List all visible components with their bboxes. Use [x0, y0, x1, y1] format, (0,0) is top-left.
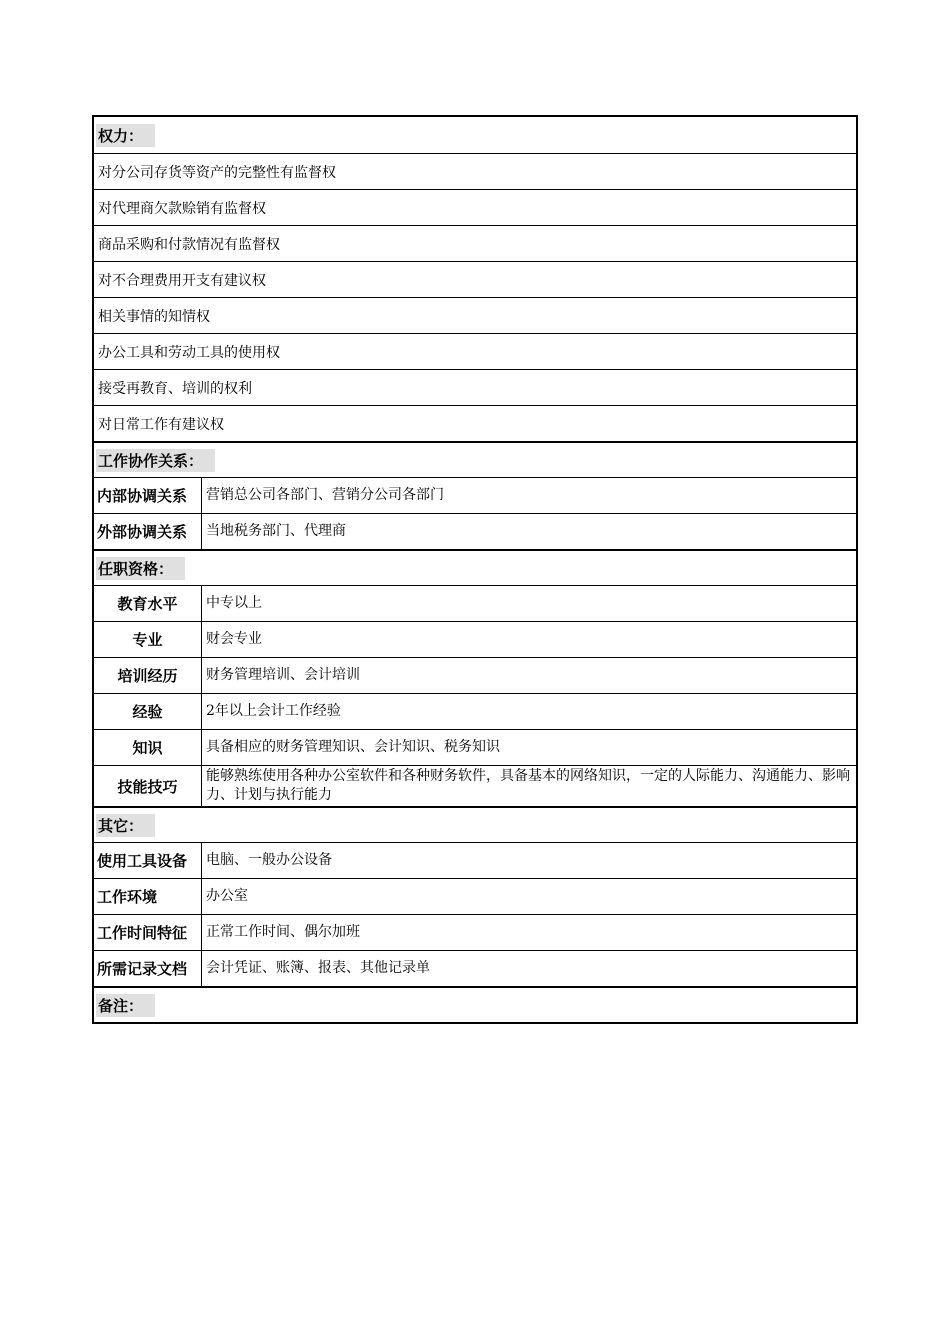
other-header: 其它： [96, 814, 155, 837]
relations-header: 工作协作关系： [96, 449, 215, 472]
other-value: 电脑、一般办公设备 [206, 852, 332, 868]
other-label: 所需记录文档 [94, 951, 202, 986]
authority-row [94, 405, 856, 441]
qualification-label: 培训经历 [94, 658, 202, 693]
other-label: 工作时间特征 [94, 915, 202, 950]
authority-item: 对日常工作有建议权 [98, 416, 224, 433]
other-row [94, 878, 856, 914]
other-value: 正常工作时间、偶尔加班 [206, 924, 360, 940]
relations-row [94, 477, 856, 513]
other-value: 办公室 [206, 888, 248, 904]
qualification-row [94, 585, 856, 621]
authority-item: 对不合理费用开支有建议权 [98, 272, 266, 289]
other-value: 会计凭证、账簿、报表、其他记录单 [206, 960, 430, 976]
other-label: 工作环境 [94, 879, 202, 914]
qualifications-header-row [94, 549, 856, 585]
other-row [94, 842, 856, 878]
qualification-row [94, 621, 856, 657]
authority-row [94, 369, 856, 405]
authority-row [94, 153, 856, 189]
qualification-row [94, 657, 856, 693]
relations-value: 当地税务部门、代理商 [206, 523, 346, 539]
job-description-table [92, 115, 858, 1024]
remarks-header-row [94, 986, 856, 1022]
authority-item: 相关事情的知情权 [98, 308, 210, 325]
other-row [94, 914, 856, 950]
qualification-row [94, 765, 856, 806]
other-header-row [94, 806, 856, 842]
relations-header-row [94, 441, 856, 477]
qualification-value: 2年以上会计工作经验 [206, 703, 341, 719]
qualification-label: 教育水平 [94, 586, 202, 621]
qualification-label: 专业 [94, 622, 202, 657]
authority-item: 办公工具和劳动工具的使用权 [98, 344, 280, 361]
relations-label: 内部协调关系 [94, 478, 202, 513]
authority-row [94, 333, 856, 369]
authority-item: 对分公司存货等资产的完整性有监督权 [98, 164, 336, 181]
authority-item: 商品采购和付款情况有监督权 [98, 236, 280, 253]
authority-row [94, 297, 856, 333]
qualification-row [94, 729, 856, 765]
qualification-value: 能够熟练使用各种办公室软件和各种财务软件，具备基本的网络知识，一定的人际能力、沟通能力、影响力、计划与执行能力 [206, 768, 850, 803]
qualification-label: 知识 [94, 730, 202, 765]
qualification-label: 技能技巧 [94, 766, 202, 806]
qualification-value: 财会专业 [206, 631, 262, 647]
other-row [94, 950, 856, 986]
qualification-value: 具备相应的财务管理知识、会计知识、税务知识 [206, 739, 500, 755]
qualification-value: 中专以上 [206, 595, 262, 611]
qualification-label: 经验 [94, 694, 202, 729]
qualification-row [94, 693, 856, 729]
relations-label: 外部协调关系 [94, 514, 202, 549]
authority-row [94, 225, 856, 261]
qualifications-header: 任职资格： [96, 557, 185, 580]
authority-row [94, 189, 856, 225]
qualification-value: 财务管理培训、会计培训 [206, 667, 360, 683]
relations-row [94, 513, 856, 549]
authority-header-row [94, 117, 856, 153]
remarks-header: 备注： [96, 994, 155, 1017]
authority-item: 接受再教育、培训的权利 [98, 380, 252, 397]
authority-item: 对代理商欠款赊销有监督权 [98, 200, 266, 217]
authority-row [94, 261, 856, 297]
relations-value: 营销总公司各部门、营销分公司各部门 [206, 487, 444, 503]
authority-header: 权力： [96, 124, 155, 147]
other-label: 使用工具设备 [94, 843, 202, 878]
